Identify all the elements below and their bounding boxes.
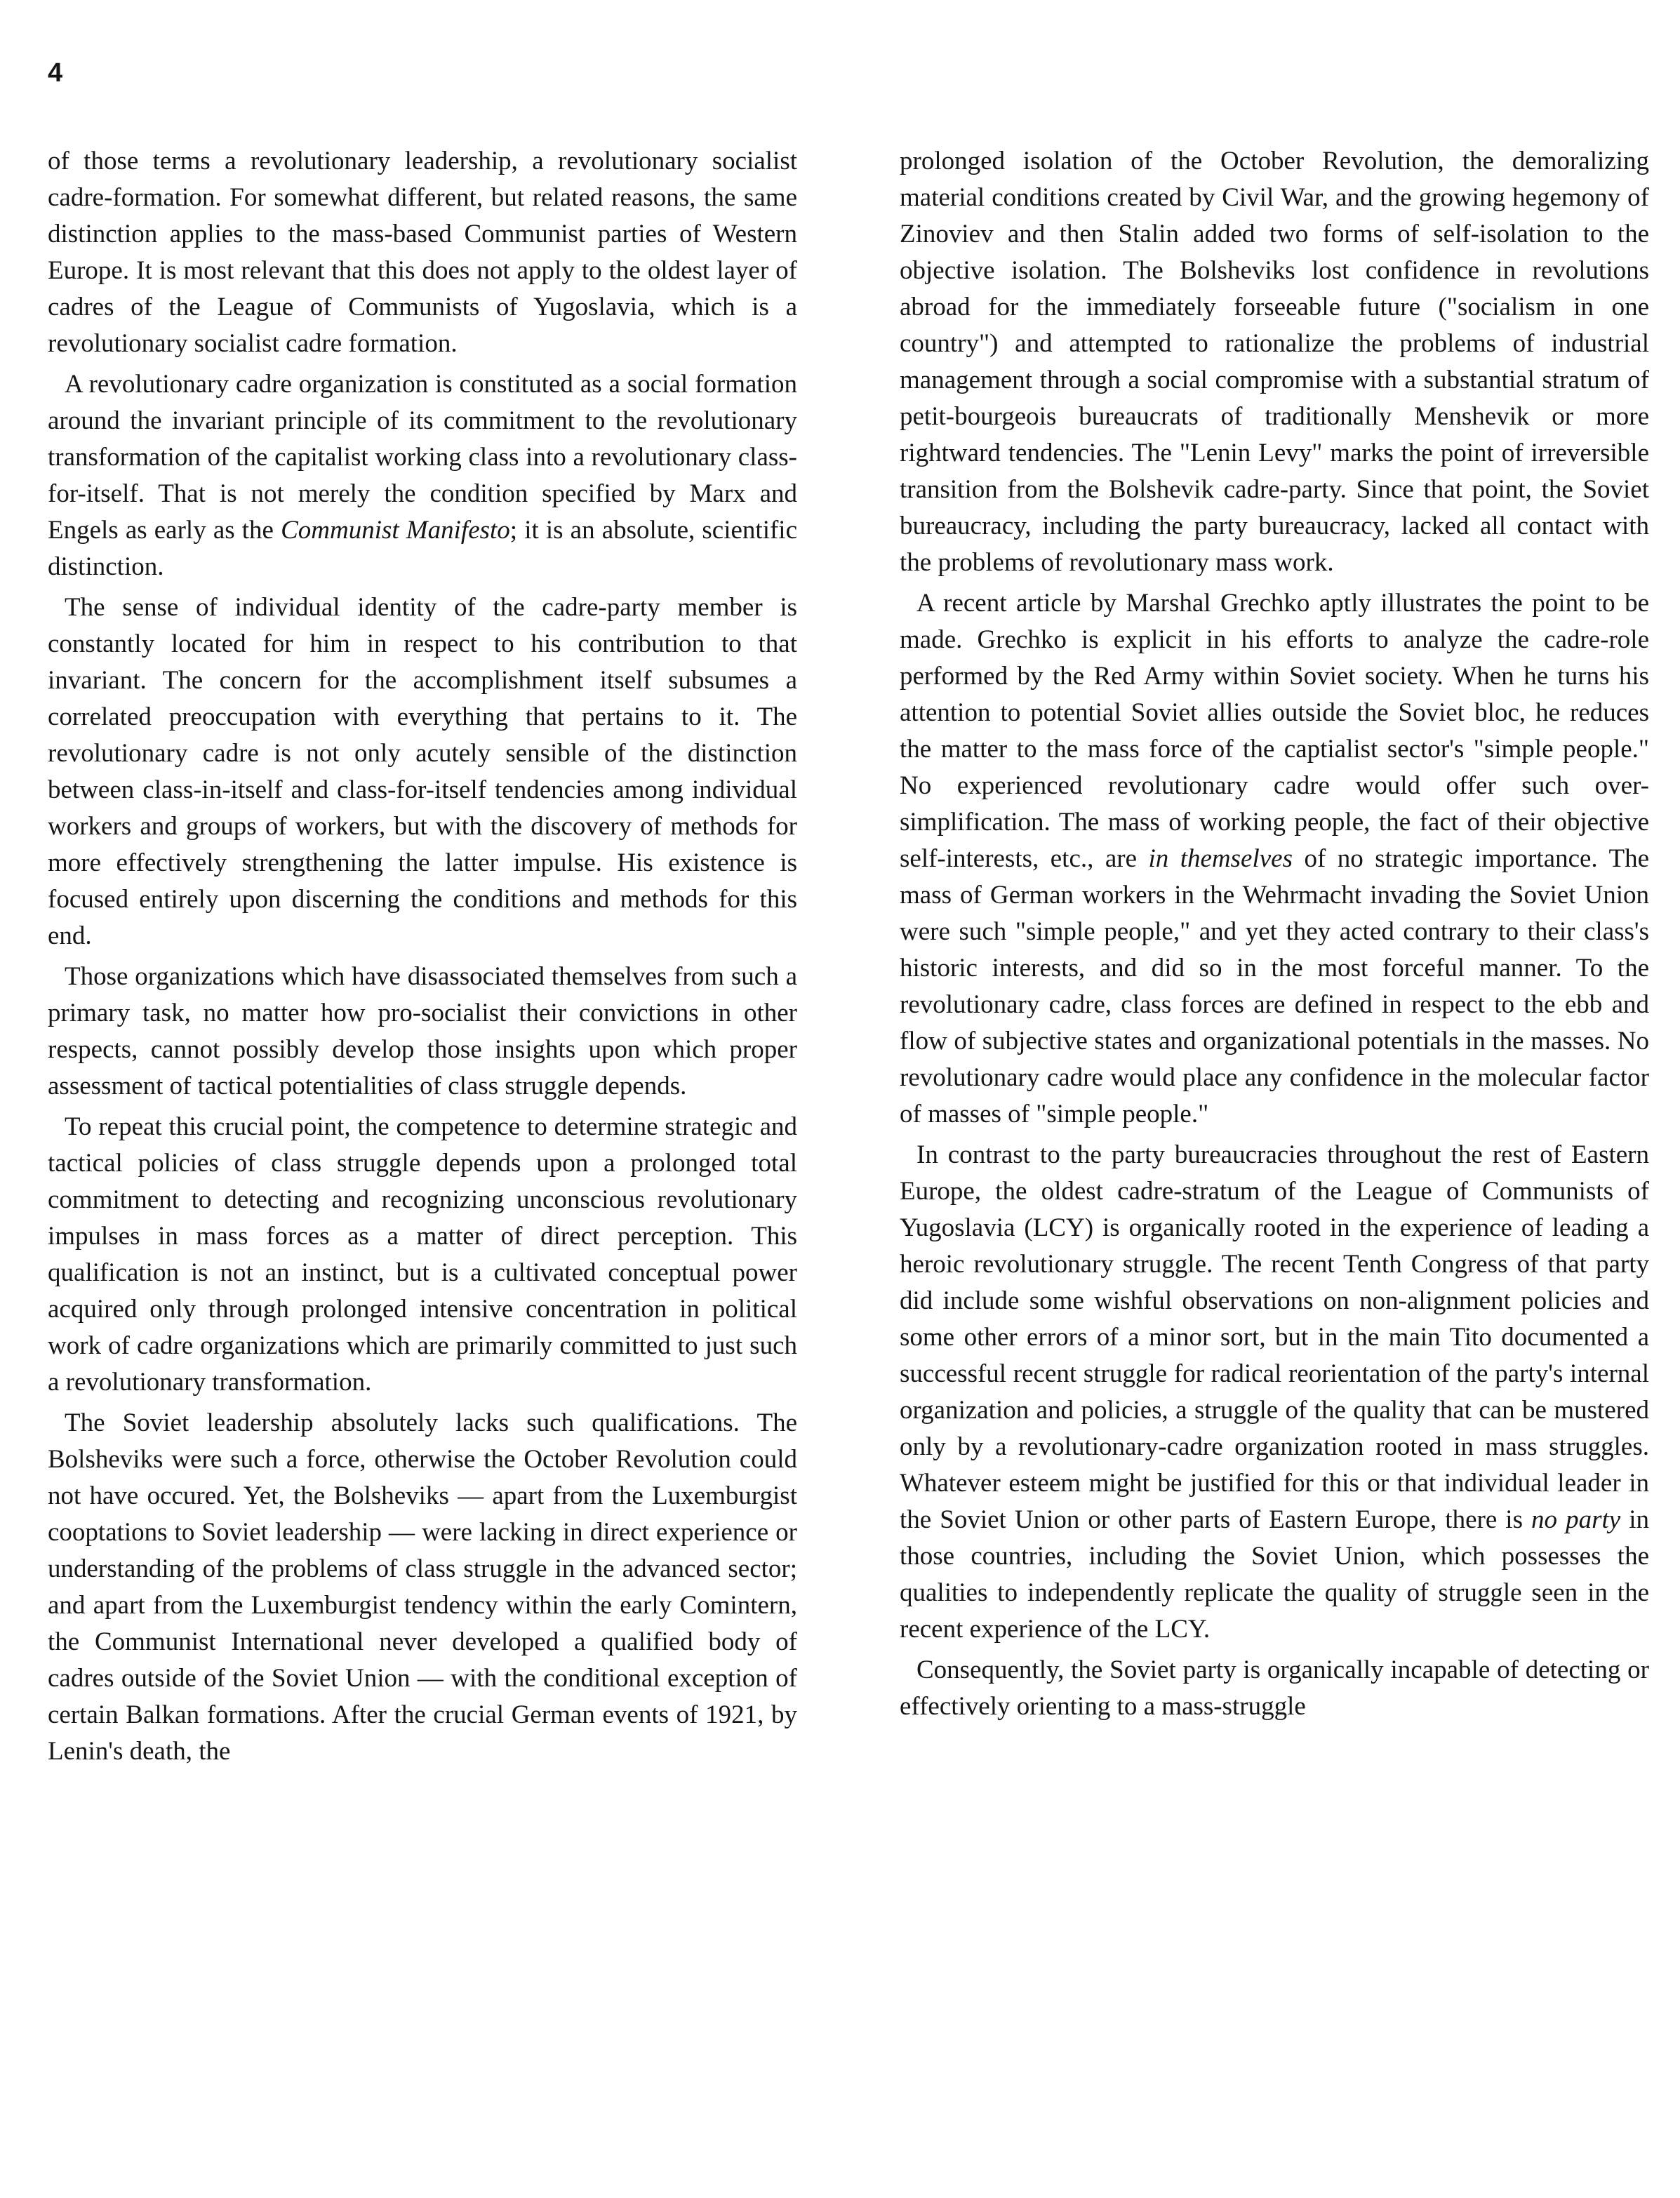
left-paragraph-4: Those organizations which have disassociated themselves from such a primary task, no matter how pro-socialist their convictions in other respects, cannot possibly develop those insights upon which proper assessment of tactical potentialities of class struggle depends. bbox=[48, 962, 797, 1100]
left-paragraph-2 bbox=[48, 366, 797, 585]
right-paragraph-3-text-b: in those countries, including the Soviet Union, which possesses the qualities to independently replicate the quality of struggle seen in the recent experience of the LCY. bbox=[900, 1505, 1650, 1644]
right-column bbox=[900, 143, 1649, 1725]
right-paragraph-3 bbox=[900, 1137, 1649, 1648]
left-column bbox=[48, 143, 797, 1770]
right-paragraph-1: prolonged isolation of the October Revolution, the demoralizing material conditions created by Civil War, and the growing hegemony of Zinoviev and then Stalin added two forms of self-isolation to the objective isolation. The Bolsheviks lost confidence in revolutions abroad for the immediately forseeable future ("socialism in one country") and attempted to rationalize the problems of industrial management through a social compromise with a substantial stratum of petit-bourgeois bureaucrats of traditionally Menshevik or more rightward tendencies. The "Lenin Levy" marks the point of irreversible transition from the Bolshevik cadre-party. Since that point, the Soviet bureaucracy, including the party bureaucracy, lacked all contact with the problems of revolutionary mass work. bbox=[900, 147, 1649, 577]
right-paragraph-2-text-b: of no strategic importance. The mass of German workers in the Wehrmacht invading the Soviet Union were such "simple people," and yet they acted contrary to their class's historic interests, and did so in the most forceful manner. To the revolutionary cadre, class forces are defined in respect to the ebb and flow of subjective states and organizational potentials in the masses. No revolutionary cadre would place any confidence in the molecular factor of masses of "simple people." bbox=[900, 844, 1649, 1128]
left-paragraph-6: The Soviet leadership absolutely lacks such qualifications. The Bolsheviks were such a force, otherwise the October Revolution could not have occured. Yet, the Bolsheviks — apart from the Luxemburgist cooptations to Soviet leadership — were lacking in direct experience or understanding of the problems of class struggle in the advanced sector; and apart from the Luxemburgist tendency within the early Comintern, the Communist International never developed a qualified body of cadres outside of the Soviet Union — with the conditional exception of certain Balkan formations. After the crucial German events of 1921, by Lenin's death, the bbox=[48, 1408, 797, 1766]
right-paragraph-2-italic: in themselves bbox=[1148, 844, 1293, 873]
left-paragraph-2-text-a: A revolutionary cadre organization is constituted as a social formation around the invariant principle of its commitment to the revolutionary transformation of the capitalist working class into a revolutionary class-for-itself. That is not merely the condition specified by Marx and Engels as early as the bbox=[48, 370, 797, 545]
right-paragraph-3-italic: no party bbox=[1531, 1505, 1621, 1534]
right-paragraph-2 bbox=[900, 585, 1649, 1133]
left-paragraph-3: The sense of individual identity of the cadre-party member is constantly located for him in respect to his contribution to that invariant. The concern for the accomplishment itself subsumes a correlated preoccupation with everything that pertains to it. The revolutionary cadre is not only acutely sensible of the distinction between class-in-itself and class-for-itself tendencies among individual workers and groups of workers, but with the discovery of methods for more effectively strengthening the latter impulse. His existence is focused entirely upon discerning the conditions and methods for this end. bbox=[48, 593, 797, 950]
left-paragraph-1: of those terms a revolutionary leadership, a revolutionary socialist cadre-formation. For somewhat different, but related reasons, the same distinction applies to the mass-based Communist parties of Western Europe. It is most relevant that this does not apply to the oldest layer of cadres of the League of Communists of Yugoslavia, which is a revolutionary socialist cadre formation. bbox=[48, 147, 797, 358]
page-number: 4 bbox=[48, 58, 63, 88]
left-paragraph-5: To repeat this crucial point, the competence to determine strategic and tactical policies of class struggle depends upon a prolonged total commitment to detecting and recognizing unconscious revolutionary impulses in mass forces as a matter of direct perception. This qualification is not an instinct, but is a cultivated conceptual power acquired only through prolonged intensive concentration in political work of cadre organizations which are primarily committed to just such a revolutionary transformation. bbox=[48, 1112, 797, 1397]
left-paragraph-2-text-b: ; it is an absolute, scientific distinction. bbox=[48, 516, 798, 581]
right-paragraph-2-text-a: A recent article by Marshal Grechko aptly illustrates the point to be made. Grechko is explicit in his efforts to analyze the cadre-role performed by the Red Army within Soviet society. When he turns his attention to potential Soviet allies outside the Soviet bloc, he reduces the matter to the mass force of the captialist sector's "simple people." No experienced revolutionary cadre would offer such over-simplification. The mass of working people, the fact of their objective self-interests, etc., are bbox=[900, 589, 1649, 873]
left-paragraph-2-italic: Communist Manifesto bbox=[281, 516, 510, 545]
right-paragraph-3-text-a: In contrast to the party bureaucracies throughout the rest of Eastern Europe, the oldest cadre-stratum of the League of Communists of Yugoslavia (LCY) is organically rooted in the experience of leading a heroic revolutionary struggle. The recent Tenth Congress of that party did include some wishful observations on non-alignment policies and some other errors of a minor sort, but in the main Tito documented a successful recent struggle for radical reorientation of the party's internal organization and policies, a struggle of the quality that can be mustered only by a revolutionary-cadre organization rooted in mass struggles. Whatever esteem might be justified for this or that individual leader in the Soviet Union or other parts of Eastern Europe, there is bbox=[900, 1140, 1649, 1534]
right-paragraph-4: Consequently, the Soviet party is organically incapable of detecting or effectively orienting to a mass-struggle bbox=[900, 1656, 1649, 1721]
